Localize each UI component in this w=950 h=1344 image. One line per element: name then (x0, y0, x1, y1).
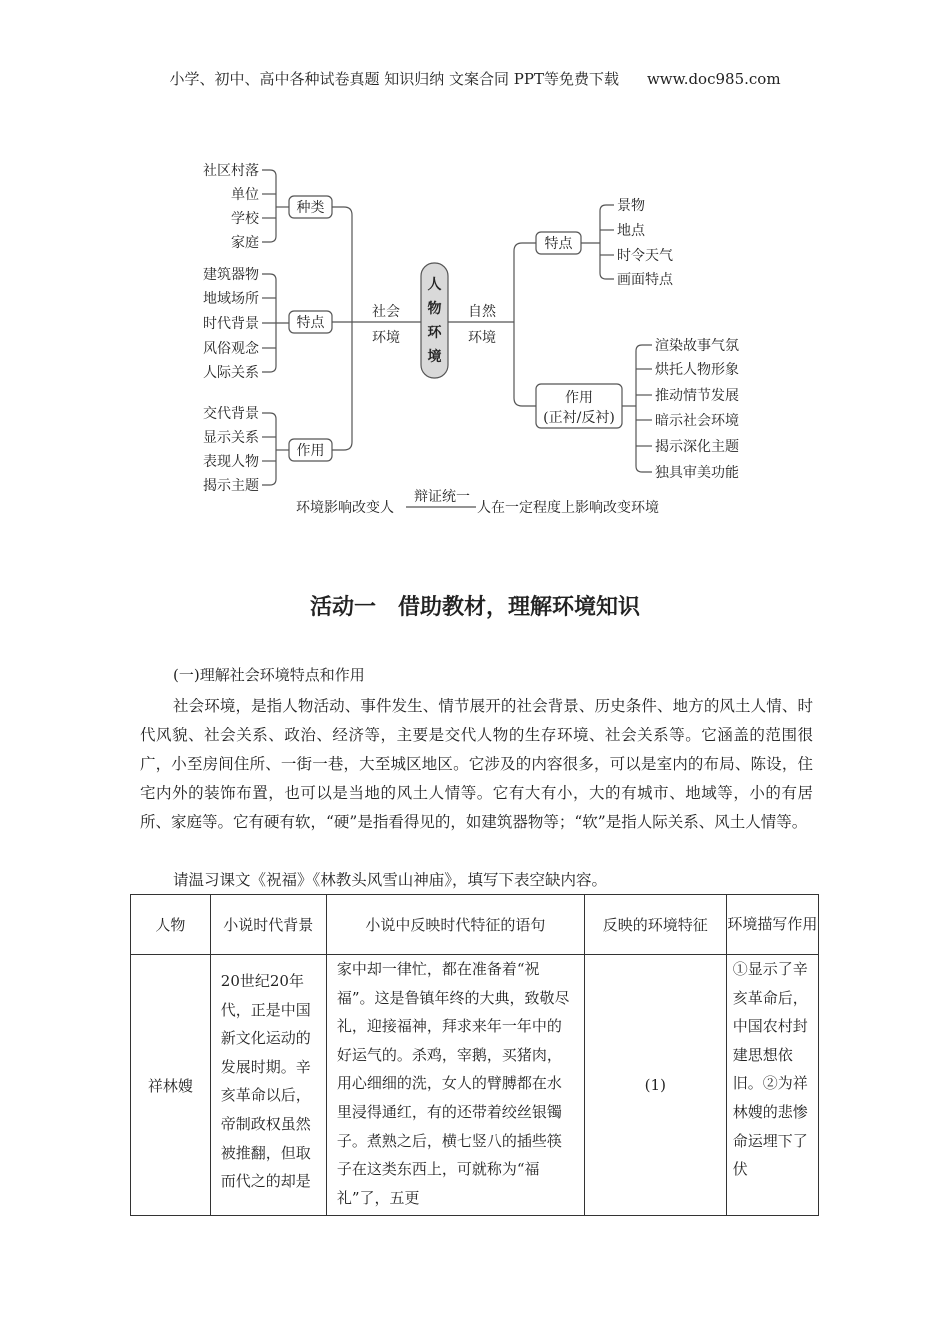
social-effect-box-label: 作用 (296, 443, 325, 459)
table-row (131, 955, 819, 1216)
header-person: 人物 (131, 895, 211, 955)
natural-effect-item: 渲染故事气氛 (655, 338, 739, 354)
fill-in-table (130, 894, 819, 1216)
social-effect-item: 显示关系 (203, 430, 259, 446)
natural-features-box-label: 特点 (544, 236, 573, 252)
type-item: 学校 (231, 211, 259, 227)
natural-effect-box-label-2: (正衬/反衬) (543, 410, 615, 426)
social-feature-item: 地域场所 (203, 291, 259, 307)
bottom-right-text: 人在一定程度上影响改变环境 (477, 500, 659, 516)
center-char-2: 物 (427, 301, 442, 317)
social-feature-item: 人际关系 (203, 365, 259, 381)
center-char-1: 人 (427, 277, 442, 293)
cell-background: 20世纪20年代，正是中国新文化运动的发展时期。辛亥革命以后，帝制政权虽然被推翻，但取而代之的却是 (220, 972, 311, 1191)
type-item: 家庭 (231, 235, 259, 251)
social-effect-item: 表现人物 (203, 454, 259, 470)
section-subtitle: (一)理解社会环境特点和作用 (173, 666, 365, 684)
cell-sentence: 家中却一律忙，都在准备着“祝福”。这是鲁镇年终的大典，致敬尽礼，迎接福神，拜求来年一年中的好运气的。杀鸡，宰鹅，买猪肉，用心细细的洗，女人的臂膊都在水里浸得通红，有的还带着绞丝银镯子。煮熟之后，横七竖八的插些筷子在这类东西上，可就称为“福礼”了，五更 (336, 960, 570, 1207)
social-feature-item: 建筑器物 (203, 267, 259, 283)
natural-effect-box-label-1: 作用 (565, 390, 593, 406)
header-background: 小说时代背景 (210, 895, 326, 955)
table-header-row (131, 895, 819, 955)
social-effect-item: 揭示主题 (203, 478, 259, 494)
section-title: 活动一 借助教材，理解环境知识 (309, 595, 640, 620)
environment-mind-map (0, 0, 950, 530)
instruction-text: 请温习课文《祝福》《林教头风雪山神庙》，填写下表空缺内容。 (173, 871, 608, 889)
cell-person: 祥林嫂 (131, 955, 211, 1216)
social-feature-item: 时代背景 (203, 316, 259, 332)
header-feature: 反映的环境特征 (584, 895, 726, 955)
center-char-4: 境 (427, 349, 442, 365)
center-char-3: 环 (427, 325, 442, 341)
social-effect-item: 交代背景 (203, 406, 259, 422)
social-features-box-label: 特点 (296, 315, 325, 331)
natural-env-label-1: 自然 (468, 304, 496, 320)
type-item: 社区村落 (203, 163, 259, 179)
header-url: www.doc985.com (646, 70, 781, 88)
social-env-label-2: 环境 (372, 330, 400, 346)
bottom-mid-text: 辩证统一 (414, 489, 470, 505)
cell-effect: ①显示了辛亥革命后，中国农村封建思想依旧。②为祥林嫂的悲惨命运埋下了伏 (732, 960, 808, 1179)
header-effect: 环境描写作用 (726, 895, 818, 955)
natural-effect-item: 暗示社会环境 (655, 413, 739, 429)
natural-env-label-2: 环境 (468, 330, 496, 346)
cell-feature: (1) (584, 955, 726, 1216)
natural-feature-item: 画面特点 (617, 272, 673, 288)
natural-effect-item: 独具审美功能 (655, 465, 739, 481)
types-box-label: 种类 (296, 200, 325, 216)
header-sentence: 小说中反映时代特征的语句 (326, 895, 584, 955)
type-item: 单位 (231, 187, 259, 203)
bottom-left-text: 环境影响改变人 (296, 500, 394, 516)
social-env-label-1: 社会 (372, 304, 400, 320)
natural-feature-item: 时令天气 (617, 248, 673, 264)
natural-feature-item: 景物 (617, 198, 645, 214)
natural-effect-item: 推动情节发展 (655, 388, 739, 404)
natural-effect-item: 烘托人物形象 (655, 362, 739, 378)
natural-feature-item: 地点 (617, 223, 645, 239)
body-paragraph: 社会环境，是指人物活动、事件发生、情节展开的社会背景、历史条件、地方的风土人情、时代风貌、社会关系、政治、经济等，主要是交代人物的生存环境、社会关系等。它涵盖的范围很广，小至房间住所、一街一巷，大至城区地区。它涉及的内容很多，可以是室内的布局、陈设，住宅内外的装饰布置，也可以是当地的风土人情等。它有大有小，大的有城市、地域等，小的有居所、家庭等。它有硬有软，“硬”是指看得见的，如建筑器物等；“软”是指人际关系、风土人情等。 (140, 697, 813, 831)
natural-effect-item: 揭示深化主题 (655, 439, 739, 455)
social-feature-item: 风俗观念 (203, 341, 259, 357)
header-left-text: 小学、初中、高中各种试卷真题 知识归纳 文案合同 PPT等免费下载 (169, 70, 619, 88)
